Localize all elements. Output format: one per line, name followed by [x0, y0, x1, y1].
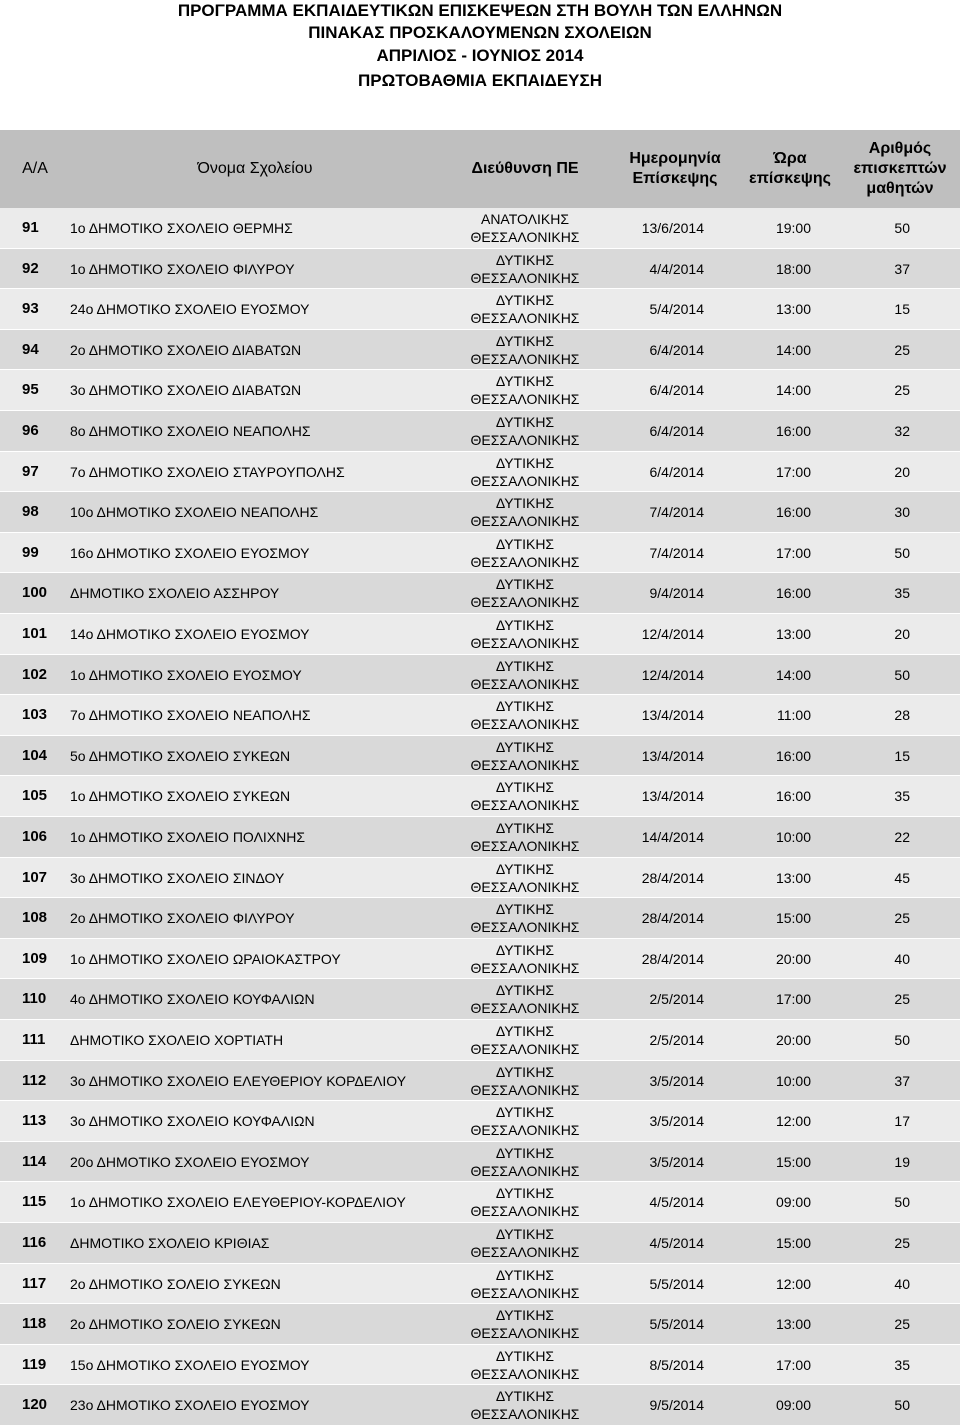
- visit-date: 13/4/2014: [641, 788, 704, 805]
- table-row: [0, 655, 960, 696]
- direction-line-2: ΘΕΣΣΑΛΟΝΙΚΗΣ: [470, 1203, 580, 1220]
- table-row: [0, 1061, 960, 1102]
- direction-line-1: ΔΥΤΙΚΗΣ: [495, 1063, 555, 1080]
- table-row: [0, 736, 960, 777]
- row-number: 91: [22, 219, 39, 236]
- direction: [440, 411, 610, 451]
- direction-line-2: ΘΕΣΣΑΛΟΝΙΚΗΣ: [470, 838, 580, 854]
- direction-line-1: ΑΝΑΤΟΛΙΚΗΣ: [480, 211, 570, 227]
- direction: [440, 979, 610, 1019]
- school-name: 3ο ΔΗΜΟΤΙΚΟ ΣΧΟΛΕΙΟ ΚΟΥΦΑΛΙΩΝ: [70, 1113, 315, 1130]
- table-row: [0, 1020, 960, 1061]
- visit-time: 17:00: [775, 1356, 811, 1373]
- row-number: 120: [22, 1396, 48, 1414]
- student-count: 50: [894, 1032, 910, 1048]
- direction-line-2: ΘΕΣΣΑΛΟΝΙΚΗΣ: [470, 878, 580, 895]
- school-name: 4ο ΔΗΜΟΤΙΚΟ ΣΧΟΛΕΙΟ ΚΟΥΦΑΛΙΩΝ: [70, 991, 315, 1008]
- student-count: 15: [894, 747, 910, 764]
- visit-date: 3/5/2014: [649, 1113, 704, 1130]
- direction-line-1: ΔΥΤΙΚΗΣ: [495, 779, 555, 796]
- direction: [440, 1304, 610, 1344]
- direction: [440, 1223, 610, 1263]
- visit-date: 5/5/2014: [649, 1316, 704, 1333]
- table-header: [0, 130, 960, 208]
- direction-line-2: ΘΕΣΣΑΛΟΝΙΚΗΣ: [470, 350, 580, 367]
- direction-line-1: ΔΥΤΙΚΗΣ: [495, 332, 555, 349]
- student-count: 25: [894, 991, 910, 1008]
- direction: [440, 533, 610, 573]
- row-number: 110: [22, 990, 47, 1008]
- direction-line-1: ΔΥΤΙΚΗΣ: [495, 1023, 555, 1039]
- visit-time: 13:00: [775, 301, 811, 318]
- column-header-direction: Διεύθυνση ΠΕ: [471, 160, 579, 177]
- student-count: 25: [894, 341, 910, 358]
- column-header-school-name: Όνομα Σχολείου: [197, 160, 313, 177]
- direction: [440, 858, 610, 898]
- student-count: 40: [894, 950, 910, 967]
- student-count: 35: [894, 788, 910, 805]
- student-count: 25: [894, 1316, 910, 1333]
- table-row: [0, 573, 960, 614]
- direction: [440, 776, 610, 816]
- visit-time: 09:00: [775, 1397, 811, 1414]
- direction: [440, 289, 610, 329]
- table-row: [0, 289, 960, 330]
- direction-line-2: ΘΕΣΣΑΛΟΝΙΚΗΣ: [470, 432, 580, 448]
- student-count: 50: [894, 1194, 910, 1211]
- direction: [440, 330, 610, 370]
- school-name: 1ο ΔΗΜΟΤΙΚΟ ΣΧΟΛΕΙΟ ΕΛΕΥΘΕΡΙΟΥ-ΚΟΡΔΕΛΙΟΥ: [70, 1194, 406, 1211]
- table-row: [0, 817, 960, 858]
- direction-line-2: ΘΕΣΣΑΛΟΝΙΚΗΣ: [470, 1365, 580, 1382]
- row-number: 105: [22, 787, 48, 805]
- student-count: 15: [894, 301, 910, 318]
- visit-time: 13:00: [775, 626, 811, 642]
- direction-line-1: ΔΥΤΙΚΗΣ: [495, 576, 555, 593]
- column-header-aa: Α/Α: [22, 160, 48, 177]
- visit-date: 4/5/2014: [649, 1235, 704, 1251]
- row-number: 96: [22, 422, 39, 439]
- visit-time: 17:00: [775, 991, 811, 1008]
- visit-date: 12/4/2014: [641, 666, 704, 683]
- row-number: 115: [22, 1193, 47, 1211]
- school-name: 1ο ΔΗΜΟΤΙΚΟ ΣΧΟΛΕΙΟ ΦΙΛΥΡΟΥ: [70, 260, 295, 277]
- student-count: 25: [894, 1235, 910, 1251]
- direction-line-1: ΔΥΤΙΚΗΣ: [495, 617, 555, 633]
- direction-line-1: ΔΥΤΙΚΗΣ: [495, 251, 555, 268]
- direction-line-1: ΔΥΤΙΚΗΣ: [495, 738, 555, 755]
- visit-date: 9/5/2014: [649, 1397, 704, 1414]
- row-number: 98: [22, 503, 39, 521]
- visit-time: 14:00: [775, 382, 811, 399]
- student-count: 35: [894, 1356, 910, 1373]
- school-name: 16ο ΔΗΜΟΤΙΚΟ ΣΧΟΛΕΙΟ ΕΥΟΣΜΟΥ: [70, 544, 310, 561]
- school-name: 3ο ΔΗΜΟΤΙΚΟ ΣΧΟΛΕΙΟ ΕΛΕΥΘΕΡΙΟΥ ΚΟΡΔΕΛΙΟΥ: [70, 1072, 407, 1089]
- row-number: 119: [22, 1355, 47, 1373]
- direction-line-1: ΔΥΤΙΚΗΣ: [495, 1388, 555, 1405]
- student-count: 35: [894, 585, 910, 602]
- visit-time: 09:00: [775, 1194, 811, 1211]
- school-name: 5ο ΔΗΜΟΤΙΚΟ ΣΧΟΛΕΙΟ ΣΥΚΕΩΝ: [70, 747, 291, 764]
- school-name: 1ο ΔΗΜΟΤΙΚΟ ΣΧΟΛΕΙΟ ΘΕΡΜΗΣ: [70, 220, 293, 236]
- student-count: 25: [894, 910, 910, 927]
- direction-line-2: ΘΕΣΣΑΛΟΝΙΚΗΣ: [470, 716, 580, 733]
- direction-line-1: ΔΥΤΙΚΗΣ: [495, 1266, 555, 1283]
- visit-date: 6/4/2014: [649, 382, 704, 399]
- visit-date: 6/4/2014: [649, 341, 704, 358]
- visit-time: 12:00: [775, 1275, 811, 1292]
- visit-date: 8/5/2014: [649, 1356, 704, 1373]
- table-row: [0, 695, 960, 736]
- school-name: 3ο ΔΗΜΟΤΙΚΟ ΣΧΟΛΕΙΟ ΣΙΝΔΟΥ: [70, 869, 285, 886]
- direction-line-2: ΘΕΣΣΑΛΟΝΙΚΗΣ: [470, 1162, 580, 1179]
- school-name: 24ο ΔΗΜΟΤΙΚΟ ΣΧΟΛΕΙΟ ΕΥΟΣΜΟΥ: [70, 301, 310, 318]
- direction-line-2: ΘΕΣΣΑΛΟΝΙΚΗΣ: [470, 229, 580, 245]
- direction-line-2: ΘΕΣΣΑΛΟΝΙΚΗΣ: [470, 553, 580, 570]
- visit-date: 28/4/2014: [641, 869, 704, 886]
- direction-line-1: ΔΥΤΙΚΗΣ: [495, 495, 555, 512]
- student-count: 25: [894, 382, 910, 399]
- direction-line-2: ΘΕΣΣΑΛΟΝΙΚΗΣ: [470, 756, 580, 773]
- direction-line-1: ΔΥΤΙΚΗΣ: [495, 820, 555, 836]
- visit-date: 12/4/2014: [641, 626, 704, 642]
- direction-line-2: ΘΕΣΣΑΛΟΝΙΚΗΣ: [470, 1122, 580, 1139]
- table-row: [0, 1142, 960, 1183]
- direction-line-2: ΘΕΣΣΑΛΟΝΙΚΗΣ: [470, 1325, 580, 1342]
- table-row: [0, 614, 960, 655]
- visit-date: 7/4/2014: [649, 504, 704, 521]
- row-number: 107: [22, 868, 48, 886]
- direction-line-1: ΔΥΤΙΚΗΣ: [495, 1185, 555, 1202]
- row-number: 92: [22, 259, 39, 277]
- direction: [440, 249, 610, 289]
- school-name: 23ο ΔΗΜΟΤΙΚΟ ΣΧΟΛΕΙΟ ΕΥΟΣΜΟΥ: [70, 1397, 310, 1414]
- visit-time: 15:00: [775, 910, 811, 927]
- direction-line-1: ΔΥΤΙΚΗΣ: [495, 657, 555, 674]
- direction-line-1: ΔΥΤΙΚΗΣ: [495, 1347, 555, 1364]
- student-count: 50: [894, 666, 910, 683]
- column-header-visit-time: Ώρα επίσκεψης: [749, 150, 831, 187]
- direction-line-1: ΔΥΤΙΚΗΣ: [495, 901, 555, 918]
- direction-line-2: ΘΕΣΣΑΛΟΝΙΚΗΣ: [470, 1284, 580, 1301]
- direction-line-2: ΘΕΣΣΑΛΟΝΙΚΗΣ: [470, 594, 580, 611]
- row-number: 103: [22, 706, 48, 724]
- direction: [440, 817, 610, 857]
- direction-line-2: ΘΕΣΣΑΛΟΝΙΚΗΣ: [470, 310, 580, 327]
- visit-date: 6/4/2014: [649, 463, 704, 480]
- school-name: 7ο ΔΗΜΟΤΙΚΟ ΣΧΟΛΕΙΟ ΝΕΑΠΟΛΗΣ: [70, 707, 311, 724]
- visit-time: 16:00: [775, 788, 811, 805]
- row-number: 99: [22, 543, 39, 561]
- visit-time: 17:00: [775, 544, 811, 561]
- table-row: [0, 492, 960, 533]
- school-name: 14ο ΔΗΜΟΤΙΚΟ ΣΧΟΛΕΙΟ ΕΥΟΣΜΟΥ: [70, 626, 310, 642]
- school-name: 3ο ΔΗΜΟΤΙΚΟ ΣΧΟΛΕΙΟ ΔΙΑΒΑΤΩΝ: [70, 382, 302, 399]
- school-name: 10ο ΔΗΜΟΤΙΚΟ ΣΧΟΛΕΙΟ ΝΕΑΠΟΛΗΣ: [70, 504, 319, 521]
- visit-date: 5/5/2014: [649, 1275, 704, 1292]
- visit-time: 16:00: [775, 747, 811, 764]
- table-row: [0, 776, 960, 817]
- table-row: [0, 858, 960, 899]
- direction: [440, 1101, 610, 1141]
- direction: [440, 614, 610, 654]
- row-number: 95: [22, 381, 39, 399]
- table-row: [0, 370, 960, 411]
- visit-date: 4/5/2014: [649, 1194, 704, 1211]
- direction-line-1: ΔΥΤΙΚΗΣ: [495, 292, 555, 309]
- school-name: 2ο ΔΗΜΟΤΙΚΟ ΣΟΛΕΙΟ ΣΥΚΕΩΝ: [70, 1275, 281, 1292]
- school-name: 1ο ΔΗΜΟΤΙΚΟ ΣΧΟΛΕΙΟ ΣΥΚΕΩΝ: [70, 788, 291, 805]
- row-number: 109: [22, 949, 48, 967]
- student-count: 50: [894, 544, 910, 561]
- visit-date: 13/4/2014: [641, 747, 704, 764]
- visit-date: 13/6/2014: [641, 220, 704, 236]
- direction: [440, 1061, 610, 1101]
- visit-time: 17:00: [775, 463, 811, 480]
- direction: [440, 939, 610, 979]
- school-name: 7ο ΔΗΜΟΤΙΚΟ ΣΧΟΛΕΙΟ ΣΤΑΥΡΟΥΠΟΛΗΣ: [70, 463, 345, 480]
- visit-time: 11:00: [777, 707, 811, 724]
- row-number: 100: [22, 584, 48, 602]
- table-row: [0, 533, 960, 574]
- school-name: 1ο ΔΗΜΟΤΙΚΟ ΣΧΟΛΕΙΟ ΩΡΑΙΟΚΑΣΤΡΟΥ: [70, 950, 341, 967]
- title-line: ΠΙΝΑΚΑΣ ΠΡΟΣΚΑΛΟΥΜΕΝΩΝ ΣΧΟΛΕΙΩΝ: [308, 23, 652, 42]
- direction-line-2: ΘΕΣΣΑΛΟΝΙΚΗΣ: [470, 1000, 580, 1017]
- visit-time: 10:00: [775, 829, 811, 845]
- visit-time: 18:00: [775, 260, 811, 277]
- student-count: 22: [894, 829, 910, 845]
- direction-line-2: ΘΕΣΣΑΛΟΝΙΚΗΣ: [470, 1041, 580, 1057]
- table-row: [0, 452, 960, 493]
- student-count: 19: [894, 1153, 910, 1170]
- direction-line-2: ΘΕΣΣΑΛΟΝΙΚΗΣ: [470, 797, 580, 814]
- visit-time: 13:00: [775, 1316, 811, 1333]
- visit-date: 3/5/2014: [649, 1153, 704, 1170]
- visit-time: 19:00: [775, 220, 811, 236]
- direction-line-2: ΘΕΣΣΑΛΟΝΙΚΗΣ: [470, 675, 580, 692]
- direction: [440, 370, 610, 410]
- school-name: 1ο ΔΗΜΟΤΙΚΟ ΣΧΟΛΕΙΟ ΠΟΛΙΧΝΗΣ: [70, 829, 306, 845]
- table-row: [0, 330, 960, 371]
- visit-time: 16:00: [775, 423, 811, 439]
- column-header-student-count: Αριθμός επισκεπτών μαθητών: [853, 140, 947, 197]
- visit-date: 5/4/2014: [649, 301, 704, 318]
- student-count: 50: [894, 220, 910, 236]
- student-count: 20: [894, 626, 910, 642]
- student-count: 50: [894, 1397, 910, 1414]
- school-name: 2ο ΔΗΜΟΤΙΚΟ ΣΧΟΛΕΙΟ ΦΙΛΥΡΟΥ: [70, 910, 295, 927]
- direction: [440, 695, 610, 735]
- visit-date: 14/4/2014: [641, 829, 704, 845]
- direction-line-1: ΔΥΤΙΚΗΣ: [495, 982, 555, 999]
- table-row: [0, 1385, 960, 1426]
- row-number: 111: [22, 1031, 46, 1048]
- direction: [440, 1264, 610, 1304]
- school-name: ΔΗΜΟΤΙΚΟ ΣΧΟΛΕΙΟ ΧΟΡΤΙΑΤΗ: [70, 1032, 284, 1048]
- direction: [440, 492, 610, 532]
- table-row: [0, 1304, 960, 1345]
- school-name: 2ο ΔΗΜΟΤΙΚΟ ΣΧΟΛΕΙΟ ΔΙΑΒΑΤΩΝ: [70, 341, 302, 358]
- direction-line-2: ΘΕΣΣΑΛΟΝΙΚΗΣ: [470, 391, 580, 408]
- visit-time: 16:00: [775, 585, 811, 602]
- visit-time: 16:00: [775, 504, 811, 521]
- direction: [440, 1385, 610, 1425]
- visit-time: 15:00: [775, 1235, 811, 1251]
- visit-date: 3/5/2014: [649, 1072, 704, 1089]
- direction-line-1: ΔΥΤΙΚΗΣ: [495, 535, 555, 552]
- direction-line-1: ΔΥΤΙΚΗΣ: [495, 698, 555, 715]
- school-name: 20ο ΔΗΜΟΤΙΚΟ ΣΧΟΛΕΙΟ ΕΥΟΣΜΟΥ: [70, 1153, 310, 1170]
- student-count: 17: [894, 1113, 910, 1130]
- visit-time: 20:00: [775, 950, 811, 967]
- school-name: 8ο ΔΗΜΟΤΙΚΟ ΣΧΟΛΕΙΟ ΝΕΑΠΟΛΗΣ: [70, 423, 311, 439]
- student-count: 37: [894, 260, 910, 277]
- student-count: 40: [894, 1275, 910, 1292]
- visit-time: 14:00: [775, 666, 811, 683]
- table-row: [0, 979, 960, 1020]
- table-row: [0, 939, 960, 980]
- row-number: 108: [22, 909, 48, 927]
- direction-line-2: ΘΕΣΣΑΛΟΝΙΚΗΣ: [470, 1406, 580, 1423]
- direction: [440, 1182, 610, 1222]
- direction-line-1: ΔΥΤΙΚΗΣ: [495, 1307, 555, 1324]
- row-number: 104: [22, 746, 48, 764]
- row-number: 102: [22, 665, 48, 683]
- row-number: 118: [22, 1315, 47, 1333]
- table-row: [0, 1101, 960, 1142]
- visit-date: 6/4/2014: [649, 423, 704, 439]
- table-row: [0, 208, 960, 249]
- student-count: 30: [894, 504, 910, 521]
- table-row: [0, 1345, 960, 1386]
- row-number: 112: [22, 1071, 47, 1089]
- title-line: ΑΠΡΙΛΙΟΣ - ΙΟΥΝΙΟΣ 2014: [376, 46, 584, 65]
- direction: [440, 1142, 610, 1182]
- school-name: 2ο ΔΗΜΟΤΙΚΟ ΣΟΛΕΙΟ ΣΥΚΕΩΝ: [70, 1316, 281, 1333]
- student-count: 32: [894, 423, 910, 439]
- title-line: ΠΡΩΤΟΒΑΘΜΙΑ ΕΚΠΑΙΔΕΥΣΗ: [357, 71, 603, 90]
- table-row: [0, 898, 960, 939]
- row-number: 113: [22, 1112, 47, 1130]
- visit-time: 12:00: [775, 1113, 811, 1130]
- school-name: 1ο ΔΗΜΟΤΙΚΟ ΣΧΟΛΕΙΟ ΕΥΟΣΜΟΥ: [70, 666, 302, 683]
- row-number: 94: [22, 340, 39, 358]
- direction: [440, 573, 610, 613]
- direction: [440, 736, 610, 776]
- student-count: 20: [894, 463, 910, 480]
- direction: [440, 452, 610, 492]
- direction-line-2: ΘΕΣΣΑΛΟΝΙΚΗΣ: [470, 472, 580, 489]
- row-number: 117: [22, 1274, 47, 1292]
- table-row: [0, 411, 960, 452]
- row-number: 101: [22, 625, 48, 642]
- visit-date: 2/5/2014: [649, 1032, 704, 1048]
- table-row: [0, 1182, 960, 1223]
- direction-line-2: ΘΕΣΣΑΛΟΝΙΚΗΣ: [470, 959, 580, 976]
- direction-line-1: ΔΥΤΙΚΗΣ: [495, 414, 555, 430]
- school-name: ΔΗΜΟΤΙΚΟ ΣΧΟΛΕΙΟ ΚΡΙΘΙΑΣ: [70, 1235, 270, 1251]
- visit-date: 4/4/2014: [649, 260, 704, 277]
- visit-time: 13:00: [775, 869, 811, 886]
- visit-date: 28/4/2014: [641, 950, 704, 967]
- visit-time: 20:00: [775, 1032, 811, 1048]
- visit-date: 28/4/2014: [641, 910, 704, 927]
- visit-time: 14:00: [775, 341, 811, 358]
- row-number: 97: [22, 462, 39, 480]
- direction-line-1: ΔΥΤΙΚΗΣ: [495, 454, 555, 471]
- table-row: [0, 249, 960, 290]
- direction-line-2: ΘΕΣΣΑΛΟΝΙΚΗΣ: [470, 635, 580, 651]
- direction-line-1: ΔΥΤΙΚΗΣ: [495, 1144, 555, 1161]
- direction: [440, 898, 610, 938]
- direction-line-2: ΘΕΣΣΑΛΟΝΙΚΗΣ: [470, 1081, 580, 1098]
- direction: [440, 1345, 610, 1385]
- visit-time: 10:00: [775, 1072, 811, 1089]
- student-count: 45: [894, 869, 910, 886]
- direction: [440, 208, 610, 248]
- school-name: 15ο ΔΗΜΟΤΙΚΟ ΣΧΟΛΕΙΟ ΕΥΟΣΜΟΥ: [70, 1356, 310, 1373]
- student-count: 37: [894, 1072, 910, 1089]
- visit-date: 2/5/2014: [649, 991, 704, 1008]
- table-row: [0, 1264, 960, 1305]
- direction-line-1: ΔΥΤΙΚΗΣ: [495, 1104, 555, 1121]
- direction-line-1: ΔΥΤΙΚΗΣ: [495, 860, 555, 877]
- school-name: ΔΗΜΟΤΙΚΟ ΣΧΟΛΕΙΟ ΑΣΣΗΡΟΥ: [70, 585, 280, 602]
- visit-time: 15:00: [775, 1153, 811, 1170]
- direction-line-1: ΔΥΤΙΚΗΣ: [495, 941, 555, 958]
- direction-line-2: ΘΕΣΣΑΛΟΝΙΚΗΣ: [470, 1244, 580, 1260]
- student-count: 28: [894, 707, 910, 724]
- visit-date: 7/4/2014: [649, 544, 704, 561]
- row-number: 114: [22, 1152, 47, 1170]
- row-number: 93: [22, 300, 39, 318]
- direction-line-1: ΔΥΤΙΚΗΣ: [495, 1226, 555, 1242]
- column-header-visit-date: Ημερομηνία Επίσκεψης: [629, 150, 721, 187]
- direction-line-2: ΘΕΣΣΑΛΟΝΙΚΗΣ: [470, 513, 580, 530]
- row-number: 116: [22, 1234, 47, 1251]
- direction-line-2: ΘΕΣΣΑΛΟΝΙΚΗΣ: [470, 269, 580, 286]
- row-number: 106: [22, 828, 48, 845]
- visit-date: 13/4/2014: [641, 707, 704, 724]
- direction-line-2: ΘΕΣΣΑΛΟΝΙΚΗΣ: [470, 919, 580, 936]
- table-row: [0, 1223, 960, 1264]
- visit-date: 9/4/2014: [649, 585, 704, 602]
- title-line: ΠΡΟΓΡΑΜΜΑ ΕΚΠΑΙΔΕΥΤΙΚΩΝ ΕΠΙΣΚΕΨΕΩΝ ΣΤΗ ΒΟΥΛΗ ΤΩΝ ΕΛΛΗΝΩΝ: [177, 1, 783, 20]
- direction-line-1: ΔΥΤΙΚΗΣ: [495, 373, 555, 390]
- direction: [440, 1020, 610, 1060]
- direction: [440, 655, 610, 695]
